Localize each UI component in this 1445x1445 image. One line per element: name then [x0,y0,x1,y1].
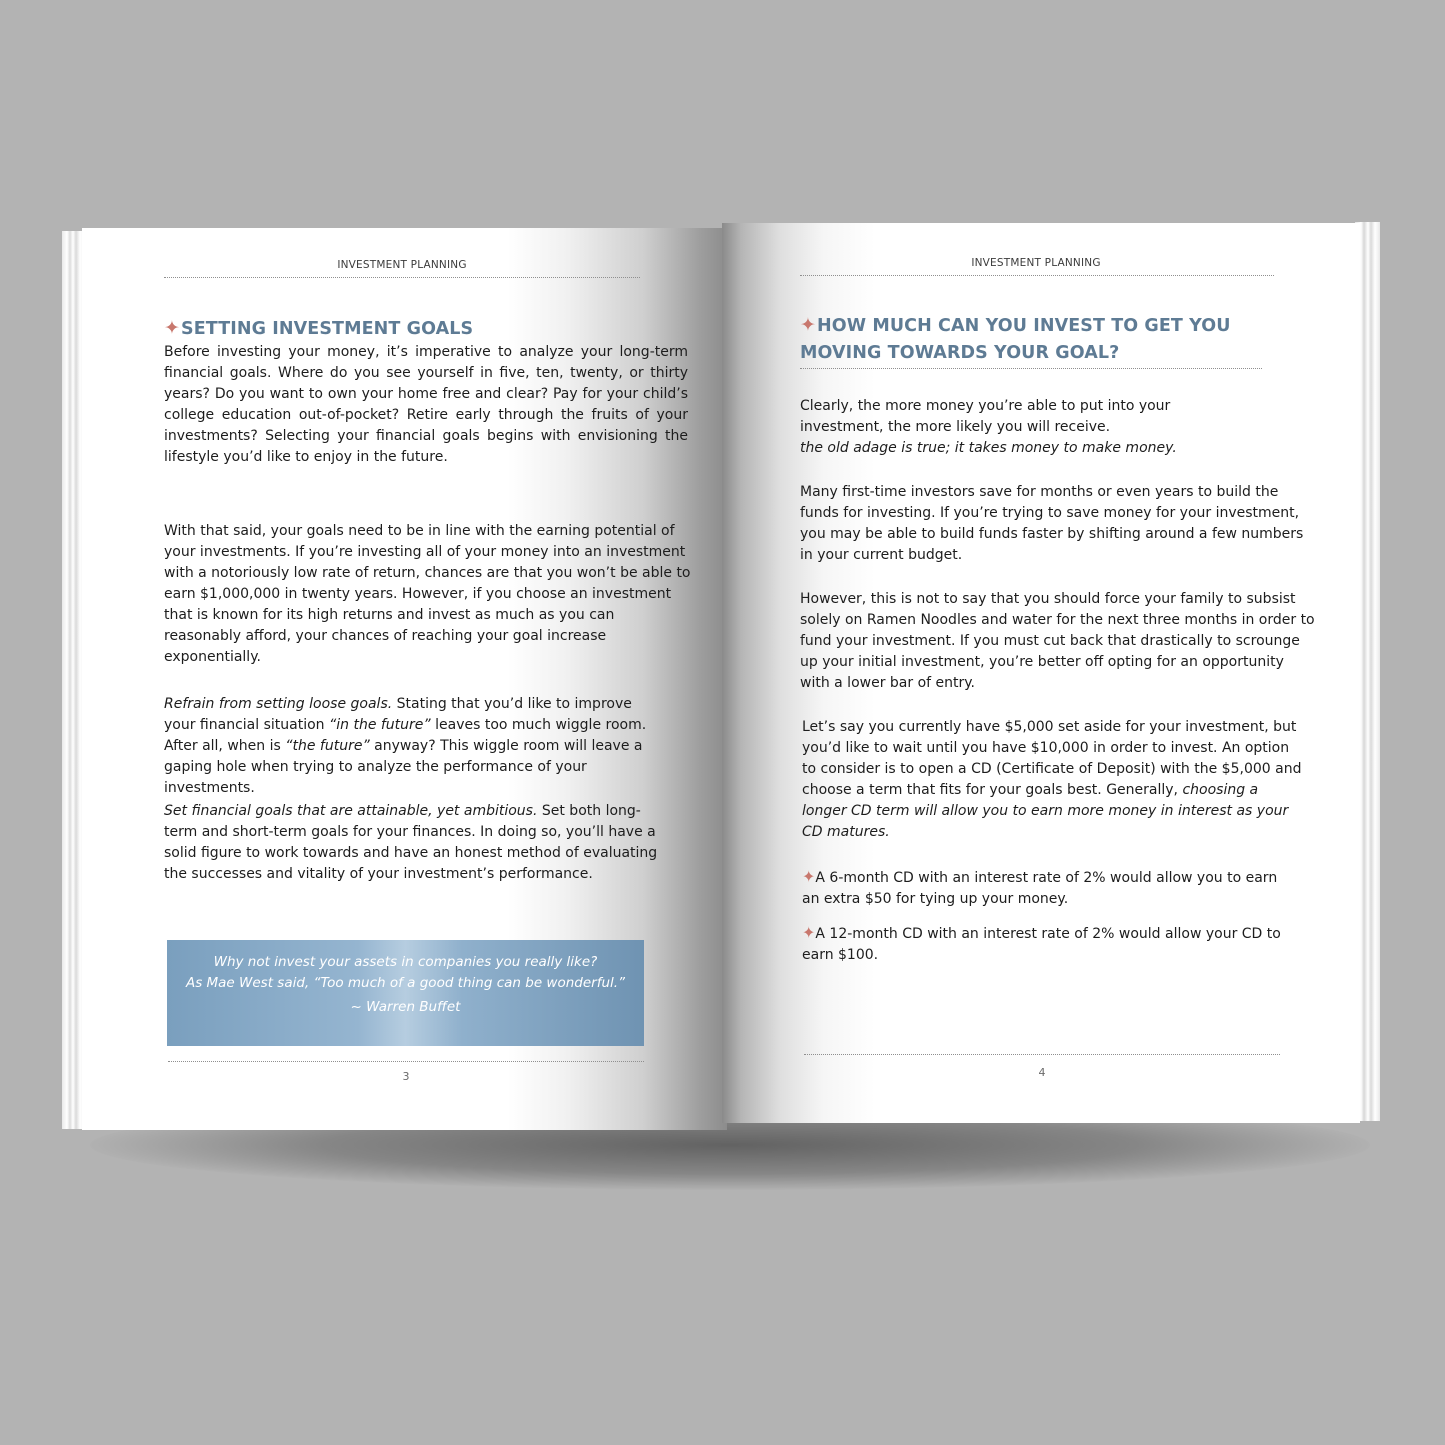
list-item: ✦A 6-month CD with an interest rate of 2% would allow you to earn an extra $50 for tying up your money. [802,867,1278,907]
section-heading [164,315,684,343]
four-point-star-icon: ✦ [800,314,817,336]
quote-callout [167,940,644,1046]
paragraph: Let’s say you currently have $5,000 set aside for your investment, but you’d like to wait until you have $10,000 in order to invest. An option to consider is to open a CD (Certificate of Deposit) with the $5,000 and choose a term that fits for your goals best. Generally, choosing a longer CD term will allow you to earn more money in interest as your CD matures. [802,719,1302,840]
list-item: ✦A 12-month CD with an interest rate of 2% would allow your CD to earn $100. [802,923,1281,963]
paragraph: Refrain from setting loose goals. Stating that you’d like to improve your financial situation “in the future” leaves too much wiggle room. After all, when is “the future” anyway? This wiggle room will leave a gaping hole when trying to analyze the performance of your investments. [164,696,647,796]
paragraph: Many first-time investors save for months or even years to build the funds for investing. If you’re trying to save money for your investment, you may be able to build funds faster by shifting around a few numbers in your current budget. [800,484,1304,563]
running-head: INVESTMENT PLANNING [337,259,467,271]
italic-lead: Set financial goals that are attainable, yet ambitious. [164,803,538,819]
quote-line: Why not invest your assets in companies you really like? [213,954,598,970]
quote-line: As Mae West said, “Too much of a good thing can be wonderful.” [185,975,626,991]
header-divider [800,275,1274,276]
page-number: 3 [402,1070,410,1083]
paragraph: Clearly, the more money you’re able to put into your investment, the more likely you will receive. the old adage is true; it takes money to make money. [800,398,1177,456]
section-heading-text: SETTING INVESTMENT GOALS [181,319,474,339]
page-number: 4 [1038,1066,1046,1079]
section-heading-text: HOW MUCH CAN YOU INVEST TO GET YOU MOVING TOWARDS YOUR GOAL? [800,316,1231,363]
footer-divider [804,1054,1280,1055]
paragraph: Before investing your money, it’s imperative to analyze your long-term financial goals. Where do you see yourself in five, ten, twenty, or thirty years? Do you want to own your home free and clear? Pay for your child’s college education out-of-pocket? Retire early through the fruits of your investments? Selecting your financial goals begins with envisioning the lifestyle you’d like to enjoy in the future. [164,344,688,465]
four-point-star-icon: ✦ [164,317,181,339]
heading-divider [800,368,1262,369]
italic-lead: Refrain from setting loose goals. [164,696,393,712]
right-page [722,223,1360,1123]
section-heading [800,312,1280,367]
header-divider [164,277,640,278]
footer-divider [168,1061,644,1062]
paragraph: Set financial goals that are attainable, yet ambitious. Set both long-term and short-term goals for your finances. In doing so, you’ll have a solid figure to work towards and have an honest method of evaluating the successes and vitality of your investment’s performance. [164,803,658,882]
four-point-star-icon: ✦ [802,867,816,886]
four-point-star-icon: ✦ [802,923,816,942]
paragraph: However, this is not to say that you should force your family to subsist solely on Ramen Noodles and water for the next three months in order to fund your investment. If you must cut back that drastically to scrounge up your initial investment, you’re better off opting for an opportunity with a lower bar of entry. [800,591,1315,691]
quote-attribution: ~ Warren Buffet [350,999,461,1015]
paragraph: With that said, your goals need to be in line with the earning potential of your investments. If you’re investing all of your money into an investment with a notoriously low rate of return, chances are that you won’t be able to earn $1,000,000 in twenty years. However, if you choose an investment that is known for its high returns and invest as much as you can reasonably afford, your chances of reaching your goal increase exponentially. [164,523,691,665]
left-page [82,228,727,1130]
running-head: INVESTMENT PLANNING [971,257,1101,269]
